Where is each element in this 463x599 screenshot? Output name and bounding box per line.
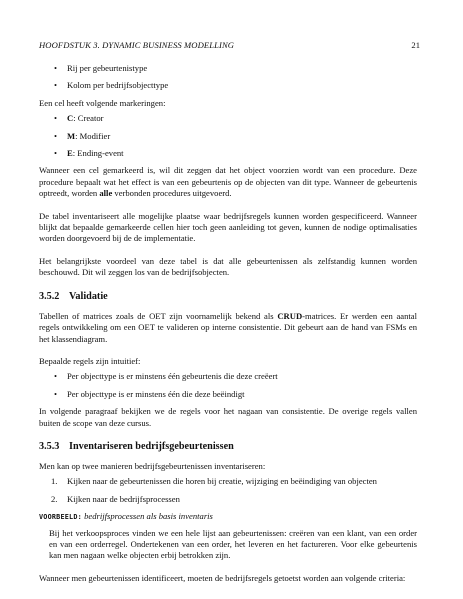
- paragraph: De tabel inventariseert alle mogelijke plaatse waar bedrijfsregels kunnen worden gespecificeerd. Wanneer blijkt dat bepaalde gemarkeerde cellen hier toch geen aanleiding tot geven, kunnen de nodige optimalisaties worden doorgevoerd bij de de implementatie.: [39, 210, 417, 244]
- list-item: 1. Kijken naar de gebeurtenissen die horen bij creatie, wijziging en beëindiging van objecten: [51, 476, 377, 487]
- page-body: [39, 63, 417, 584]
- bullet-icon: •: [54, 371, 58, 382]
- bullet-icon: •: [54, 63, 58, 73]
- bullet-icon: •: [54, 130, 58, 141]
- numbered-list: [39, 476, 417, 505]
- example-body: Bij het verkoopsproces vinden we een hele lijst aan gebeurtenissen: creëren van een klant, van een order en van een orderregel. Ondertekenen van een order, het leveren en het factureren. Voor elke gebeurtenis kan men nagaan welke objecten erbij betrokken zijn.: [49, 527, 417, 561]
- list-item: • M: Modifier: [54, 130, 111, 141]
- bullet-list-table-structure: [39, 63, 417, 92]
- bullet-icon: •: [54, 80, 58, 91]
- list-item: • E: Ending-event: [54, 148, 124, 159]
- chapter-title: HOOFDSTUK 3. DYNAMIC BUSINESS MODELLING: [39, 40, 235, 50]
- paragraph: Tabellen of matrices zoals de OET zijn voornamelijk bekend als CRUD-matrices. Er werden een aantal regels ontwikkeling om een OET te valideren op interne consistentie. Dit gebeurt aan de hand van FSMs en het klassendiagram.: [39, 310, 417, 344]
- bullet-icon: •: [54, 113, 58, 124]
- bullet-list-rules: [39, 371, 417, 400]
- list-item: • Per objecttype is er minstens één gebeurtenis die deze creëert: [54, 371, 278, 382]
- section-heading-inventariseren: 3.5.3 Inventariseren bedrijfsgebeurtenissen: [39, 440, 234, 452]
- list-item: • C: Creator: [54, 113, 104, 124]
- bullet-icon: •: [54, 388, 58, 399]
- list-item: 2. Kijken naar de bedrijfsprocessen: [51, 493, 180, 504]
- markings-intro: Een cel heeft volgende markeringen:: [39, 97, 166, 108]
- paragraph: Wanneer men gebeurtenissen identificeert, moeten de bedrijfsregels getoetst worden aan volgende criteria:: [39, 572, 406, 583]
- bullet-icon: •: [54, 148, 58, 159]
- inventory-intro: Men kan op twee manieren bedrijfsgebeurtenissen inventariseren:: [39, 460, 266, 471]
- bullet-list-markings: [39, 113, 417, 159]
- list-item: • Rij per gebeurtenistype: [54, 63, 148, 73]
- paragraph: Het belangrijkste voordeel van deze tabel is dat alle gebeurtenissen als zelfstandig kunnen worden beschouwd. Dit wil zeggen los van de bedrijfsobjecten.: [39, 255, 417, 278]
- page-number: 21: [411, 40, 420, 50]
- list-item: • Kolom per bedrijfsobjecttype: [54, 80, 169, 91]
- rules-intro: Bepaalde regels zijn intuitief:: [39, 355, 141, 366]
- example-heading: VOORBEELD: bedrijfsprocessen als basis inventaris: [39, 511, 213, 522]
- list-item: • Per objecttype is er minstens één die deze beëindigt: [54, 388, 245, 399]
- section-heading-validatie: 3.5.2 Validatie: [39, 290, 108, 302]
- running-header: [39, 40, 420, 52]
- paragraph: Wanneer een cel gemarkeerd is, wil dit zeggen dat het object voorzien wordt van een procedure. Deze procedure bepaalt wat het effect is van een gebeurtenis op de objecten van dit type. Wanneer de gebeurtenis optreedt, worden alle verbonden procedures uitgevoerd.: [39, 165, 417, 199]
- paragraph: In volgende paragraaf bekijken we de regels voor het nagaan van consistentie. De overige regels vallen buiten de scope van deze cursus.: [39, 406, 417, 428]
